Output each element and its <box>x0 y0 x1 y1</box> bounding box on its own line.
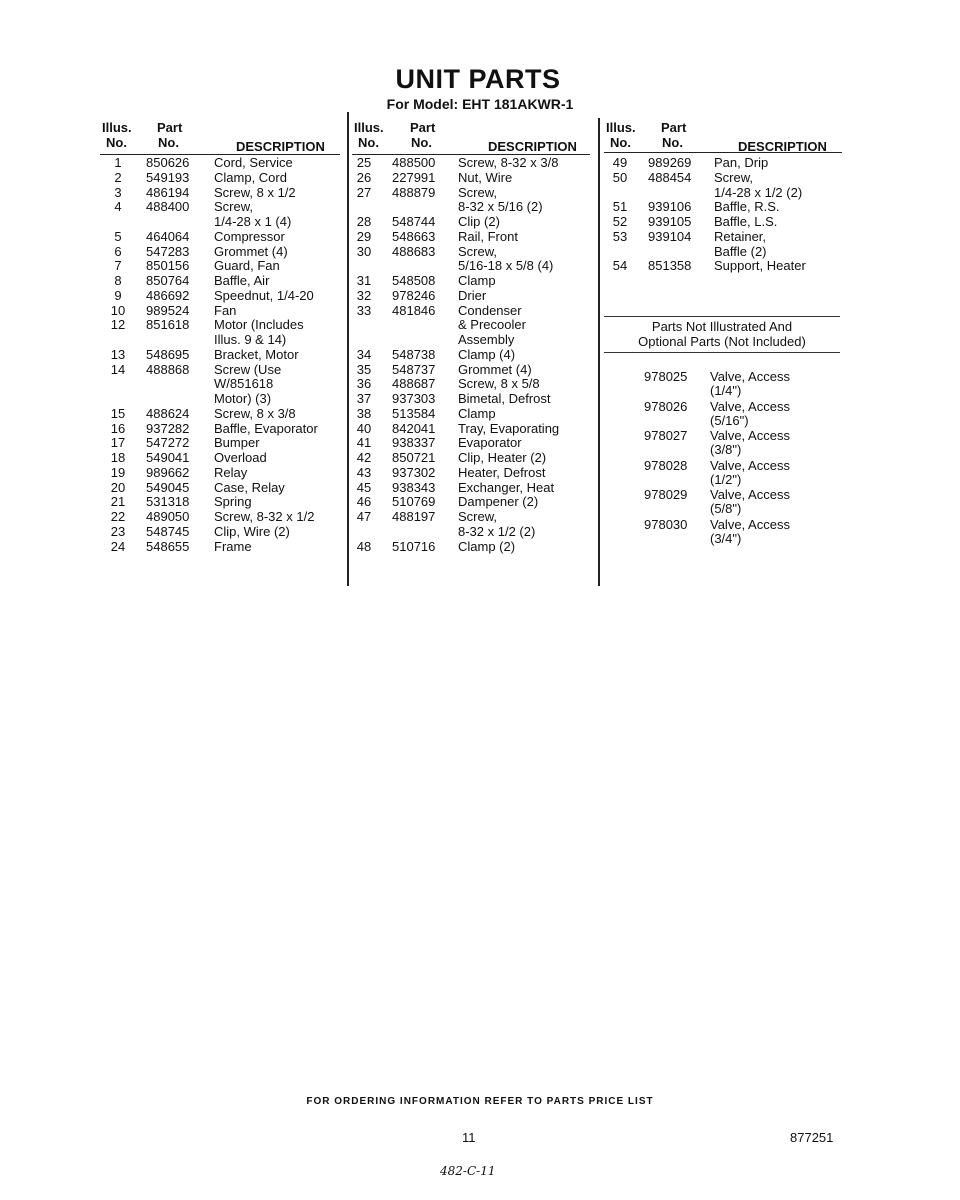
illus-number: 26 <box>356 169 372 185</box>
part-size: (5/16") <box>710 412 749 428</box>
illus-number: 43 <box>356 464 372 480</box>
part-description: Rail, Front <box>458 228 518 244</box>
part-number: 489050 <box>146 509 190 524</box>
illus-number: 2 <box>114 169 122 185</box>
column-header <box>604 120 844 156</box>
table-row <box>352 392 592 407</box>
optional-parts-heading <box>604 319 840 349</box>
part-header-line2: No. <box>662 135 683 150</box>
illus-number: 17 <box>110 435 126 451</box>
part-description: Support, Heater <box>714 258 806 274</box>
table-row <box>352 510 592 525</box>
part-description: Heater, Defrost <box>458 464 546 480</box>
part-number: 851618 <box>146 317 190 333</box>
part-description: Baffle, Air <box>214 273 270 288</box>
illus-number: 8 <box>114 273 122 288</box>
part-number: 989269 <box>648 155 692 170</box>
part-number: 939105 <box>648 214 692 229</box>
part-description: Baffle (2) <box>714 243 767 259</box>
table-row <box>352 451 592 466</box>
part-number: 937282 <box>146 420 190 436</box>
column-header <box>352 120 592 156</box>
table-row <box>100 318 340 333</box>
document-number: 877251 <box>790 1130 834 1145</box>
illus-number: 36 <box>356 376 372 392</box>
part-description: Clamp, Cord <box>214 169 287 185</box>
column-header <box>100 120 340 156</box>
illus-number: 27 <box>356 184 372 200</box>
part-description: Baffle, Evaporator <box>214 420 318 436</box>
illus-number: 6 <box>114 243 122 259</box>
illus-header-line2: No. <box>358 135 379 150</box>
illus-number: 31 <box>356 273 372 288</box>
part-number: 488400 <box>146 199 190 215</box>
list-item <box>604 370 840 400</box>
illus-number: 29 <box>356 228 372 244</box>
part-description: Clamp (4) <box>458 346 516 362</box>
part-header-line1: Part <box>157 120 183 135</box>
part-number: 850156 <box>146 258 190 274</box>
part-description: Nut, Wire <box>458 169 513 185</box>
illus-number: 37 <box>356 391 372 406</box>
part-number: 548655 <box>146 538 190 554</box>
table-row <box>352 245 592 260</box>
part-description: Screw, 8 x 3/8 <box>214 405 296 421</box>
table-row <box>352 466 592 481</box>
part-number: 549041 <box>146 450 190 465</box>
illus-number: 52 <box>612 214 628 229</box>
page-number: 11 <box>462 1130 476 1145</box>
part-number: 937303 <box>392 391 436 406</box>
optional-heading-line1: Parts Not Illustrated And <box>651 319 793 334</box>
illus-number: 12 <box>110 317 126 333</box>
part-number: 851358 <box>648 258 692 274</box>
part-number: 486194 <box>146 184 190 200</box>
part-description: 8-32 x 5/16 (2) <box>458 199 543 215</box>
part-description: Screw, <box>458 243 498 259</box>
table-row <box>352 333 592 348</box>
table-row <box>100 377 340 392</box>
list-item <box>604 518 840 548</box>
part-description: Fan <box>214 302 237 318</box>
table-row <box>352 377 592 392</box>
part-description: Clip, Wire (2) <box>214 523 290 539</box>
table-row <box>100 525 340 540</box>
parts-column-2 <box>352 120 592 554</box>
table-row <box>100 348 340 363</box>
part-number: 488683 <box>392 243 436 259</box>
part-number: 510769 <box>392 494 436 510</box>
part-number: 548738 <box>392 346 436 362</box>
part-number: 978028 <box>644 457 688 473</box>
part-number: 488500 <box>392 155 436 170</box>
illus-number: 50 <box>612 169 628 185</box>
part-description: Valve, Access <box>710 457 790 473</box>
part-description: Grommet (4) <box>214 243 288 259</box>
table-row <box>100 363 340 378</box>
illus-number: 40 <box>356 420 372 436</box>
part-header-line2: No. <box>158 135 179 150</box>
part-description: Exchanger, Heat <box>458 479 555 495</box>
part-number: 548663 <box>392 228 436 244</box>
part-number: 548737 <box>392 361 436 377</box>
illus-header-line2: No. <box>106 135 127 150</box>
parts-list <box>352 156 592 554</box>
table-row <box>100 422 340 437</box>
illus-number: 20 <box>110 479 126 495</box>
parts-column-3 <box>604 120 844 274</box>
part-number: 488197 <box>392 509 436 524</box>
table-row <box>352 215 592 230</box>
table-row <box>352 481 592 496</box>
part-description: Baffle, L.S. <box>714 214 778 229</box>
table-row <box>604 259 844 274</box>
illus-number: 19 <box>110 464 126 480</box>
table-row <box>604 186 844 201</box>
part-description: Overload <box>214 450 267 465</box>
part-description: Evaporator <box>458 435 522 451</box>
part-description: Motor (Includes <box>214 317 304 333</box>
list-item <box>604 400 840 430</box>
part-description: Condenser <box>458 302 522 318</box>
table-row <box>100 215 340 230</box>
table-row <box>100 245 340 260</box>
illus-number: 33 <box>356 302 372 318</box>
part-description: Case, Relay <box>214 479 285 495</box>
table-row <box>100 495 340 510</box>
part-description: Cord, Service <box>214 155 293 170</box>
part-description: & Precooler <box>458 317 526 333</box>
illus-number: 21 <box>110 494 126 510</box>
part-size: (3/4") <box>710 530 742 546</box>
part-description: Baffle, R.S. <box>714 199 780 215</box>
model-subtitle: For Model: EHT 181AKWR-1 <box>386 96 574 112</box>
illus-number: 9 <box>114 287 122 303</box>
description-header: DESCRIPTION <box>236 139 325 154</box>
table-row <box>352 495 592 510</box>
ordering-footer: FOR ORDERING INFORMATION REFER TO PARTS PRICE LIST <box>306 1096 654 1107</box>
part-number: 978030 <box>644 516 688 532</box>
illus-number: 38 <box>356 405 372 421</box>
illus-number: 45 <box>356 479 372 495</box>
illus-number: 4 <box>114 199 122 215</box>
table-row <box>100 171 340 186</box>
part-description: Bracket, Motor <box>214 346 299 362</box>
part-description: Valve, Access <box>710 369 790 384</box>
table-row <box>100 274 340 289</box>
illus-number: 24 <box>110 538 126 554</box>
part-description: Relay <box>214 464 248 480</box>
table-row <box>100 156 340 171</box>
part-description: Valve, Access <box>710 516 790 532</box>
part-number: 939104 <box>648 228 692 244</box>
table-row <box>352 436 592 451</box>
part-description: Drier <box>458 287 487 303</box>
list-item <box>604 488 840 518</box>
table-row <box>604 245 844 260</box>
part-description: Valve, Access <box>710 428 790 443</box>
illus-number: 3 <box>114 184 122 200</box>
illus-number: 51 <box>612 199 628 215</box>
illus-number: 46 <box>356 494 372 510</box>
table-row <box>100 392 340 407</box>
part-description: Bumper <box>214 435 260 451</box>
parts-list <box>604 156 844 274</box>
column-divider-1 <box>347 112 349 586</box>
table-row <box>100 466 340 481</box>
part-number: 978029 <box>644 487 688 502</box>
part-number: 978246 <box>392 287 436 303</box>
part-description: Frame <box>214 538 252 554</box>
part-number: 227991 <box>392 169 436 185</box>
part-description: Illus. 9 & 14) <box>214 332 287 347</box>
part-description: Clamp (2) <box>458 538 516 554</box>
header-rule <box>604 152 842 153</box>
illus-number: 15 <box>110 405 126 421</box>
part-number: 549045 <box>146 479 190 495</box>
table-row <box>352 540 592 555</box>
illus-number: 35 <box>356 361 372 377</box>
part-size: (1/4") <box>710 383 742 398</box>
part-description: Screw (Use <box>214 361 282 377</box>
table-row <box>352 525 592 540</box>
illus-number: 7 <box>114 258 122 274</box>
table-row <box>100 186 340 201</box>
illus-header-line1: Illus. <box>354 120 384 135</box>
part-number: 531318 <box>146 494 190 510</box>
part-number: 978025 <box>644 369 688 384</box>
table-row <box>100 481 340 496</box>
table-row <box>604 156 844 171</box>
part-description: 5/16-18 x 5/8 (4) <box>458 258 554 274</box>
part-number: 510716 <box>392 538 436 554</box>
illus-number: 28 <box>356 214 372 229</box>
table-row <box>352 230 592 245</box>
part-description: Screw, <box>214 199 254 215</box>
part-description: Dampener (2) <box>458 494 539 510</box>
table-row <box>100 304 340 319</box>
part-number: 488687 <box>392 376 436 392</box>
illus-number: 54 <box>612 258 628 274</box>
illus-number: 47 <box>356 509 372 524</box>
part-number: 548508 <box>392 273 436 288</box>
part-description: 1/4-28 x 1/2 (2) <box>714 184 803 200</box>
illus-number: 5 <box>114 228 122 244</box>
part-number: 850626 <box>146 155 190 170</box>
optional-box-top-rule <box>604 316 840 317</box>
illus-number: 10 <box>110 302 126 318</box>
part-number: 937302 <box>392 464 436 480</box>
part-header-line1: Part <box>410 120 436 135</box>
description-header: DESCRIPTION <box>488 139 577 154</box>
part-number: 488624 <box>146 405 190 421</box>
part-description: Grommet (4) <box>458 361 532 377</box>
table-row <box>352 363 592 378</box>
part-number: 938343 <box>392 479 436 495</box>
optional-box-bottom-rule <box>604 352 840 353</box>
table-row <box>100 510 340 525</box>
list-item <box>604 459 840 489</box>
part-description: Speednut, 1/4-20 <box>214 287 314 303</box>
table-row <box>352 186 592 201</box>
illus-number: 23 <box>110 523 126 539</box>
part-description: Screw, 8-32 x 1/2 <box>214 509 315 524</box>
illus-number: 34 <box>356 346 372 362</box>
page-title: UNIT PARTS <box>395 64 561 94</box>
part-description: Bimetal, Defrost <box>458 391 551 406</box>
part-number: 850764 <box>146 273 190 288</box>
part-description: Clip, Heater (2) <box>458 450 547 465</box>
part-description: W/851618 <box>214 376 274 392</box>
part-description: Valve, Access <box>710 398 790 414</box>
illus-number: 49 <box>612 155 628 170</box>
part-description: Pan, Drip <box>714 155 769 170</box>
part-description: Compressor <box>214 228 285 244</box>
part-description: Screw, <box>458 184 498 200</box>
part-description: Clamp <box>458 405 496 421</box>
table-row <box>604 171 844 186</box>
part-header-line2: No. <box>411 135 432 150</box>
table-row <box>352 274 592 289</box>
part-number: 938337 <box>392 435 436 451</box>
part-description: Retainer, <box>714 228 767 244</box>
part-description: Screw, 8 x 1/2 <box>214 184 296 200</box>
part-number: 488879 <box>392 184 436 200</box>
table-row <box>352 407 592 422</box>
illus-header-line2: No. <box>610 135 631 150</box>
part-description: Motor) (3) <box>214 391 272 406</box>
part-description: 1/4-28 x 1 (4) <box>214 214 292 229</box>
part-number: 513584 <box>392 405 436 421</box>
table-row <box>100 333 340 348</box>
table-row <box>604 215 844 230</box>
part-description: Spring <box>214 494 252 510</box>
illus-number: 18 <box>110 450 126 465</box>
illus-number: 13 <box>110 346 126 362</box>
illus-number: 22 <box>110 509 126 524</box>
column-divider-2 <box>598 118 600 586</box>
part-number: 481846 <box>392 302 436 318</box>
table-row <box>352 156 592 171</box>
part-number: 842041 <box>392 420 436 436</box>
illus-header-line1: Illus. <box>102 120 132 135</box>
part-size: (3/8") <box>710 442 742 457</box>
table-row <box>352 422 592 437</box>
illus-number: 42 <box>356 450 372 465</box>
part-description: Screw, 8 x 5/8 <box>458 376 540 392</box>
table-row <box>352 348 592 363</box>
part-description: Tray, Evaporating <box>458 420 560 436</box>
handwritten-note: 482-C-11 <box>440 1164 496 1178</box>
parts-list <box>100 156 340 554</box>
illus-number: 30 <box>356 243 372 259</box>
table-row <box>100 230 340 245</box>
part-header-line1: Part <box>661 120 687 135</box>
table-row <box>352 304 592 319</box>
parts-column-1 <box>100 120 340 554</box>
list-item <box>604 429 840 459</box>
part-number: 486692 <box>146 287 190 303</box>
part-description: Assembly <box>458 332 515 347</box>
optional-parts-list <box>604 370 840 547</box>
illus-number: 32 <box>356 287 372 303</box>
part-description: Screw, <box>714 169 754 185</box>
part-number: 989662 <box>146 464 190 480</box>
illus-number: 41 <box>356 435 372 451</box>
optional-heading-line2: Optional Parts (Not Included) <box>638 334 806 349</box>
table-row <box>100 407 340 422</box>
part-number: 978027 <box>644 428 688 443</box>
part-number: 989524 <box>146 302 190 318</box>
illus-number: 16 <box>110 420 126 436</box>
part-description: Clip (2) <box>458 214 500 229</box>
part-size: (5/8") <box>710 501 742 516</box>
table-row <box>100 436 340 451</box>
table-row <box>100 200 340 215</box>
illus-number: 1 <box>114 155 122 170</box>
illus-number: 53 <box>612 228 628 244</box>
table-row <box>352 289 592 304</box>
description-header: DESCRIPTION <box>738 139 827 154</box>
part-number: 939106 <box>648 199 692 215</box>
part-number: 547272 <box>146 435 190 451</box>
part-description: Guard, Fan <box>214 258 280 274</box>
table-row <box>100 259 340 274</box>
part-number: 488454 <box>648 169 692 185</box>
table-row <box>604 230 844 245</box>
table-row <box>352 318 592 333</box>
table-row <box>100 540 340 555</box>
part-number: 978026 <box>644 398 688 414</box>
part-number: 548695 <box>146 346 190 362</box>
table-row <box>100 289 340 304</box>
illus-number: 25 <box>356 155 372 170</box>
part-number: 488868 <box>146 361 190 377</box>
part-description: Valve, Access <box>710 487 790 502</box>
table-row <box>604 200 844 215</box>
part-description: Screw, <box>458 509 498 524</box>
part-size: (1/2") <box>710 471 742 487</box>
table-row <box>352 200 592 215</box>
part-number: 548745 <box>146 523 190 539</box>
table-row <box>100 451 340 466</box>
table-row <box>352 171 592 186</box>
illus-number: 14 <box>110 361 126 377</box>
illus-number: 48 <box>356 538 372 554</box>
part-description: Screw, 8-32 x 3/8 <box>458 155 559 170</box>
table-row <box>352 259 592 274</box>
part-number: 547283 <box>146 243 190 259</box>
part-number: 548744 <box>392 214 436 229</box>
part-number: 850721 <box>392 450 436 465</box>
illus-header-line1: Illus. <box>606 120 636 135</box>
part-description: Clamp <box>458 273 496 288</box>
part-description: 8-32 x 1/2 (2) <box>458 523 536 539</box>
part-number: 464064 <box>146 228 190 244</box>
part-number: 549193 <box>146 169 190 185</box>
